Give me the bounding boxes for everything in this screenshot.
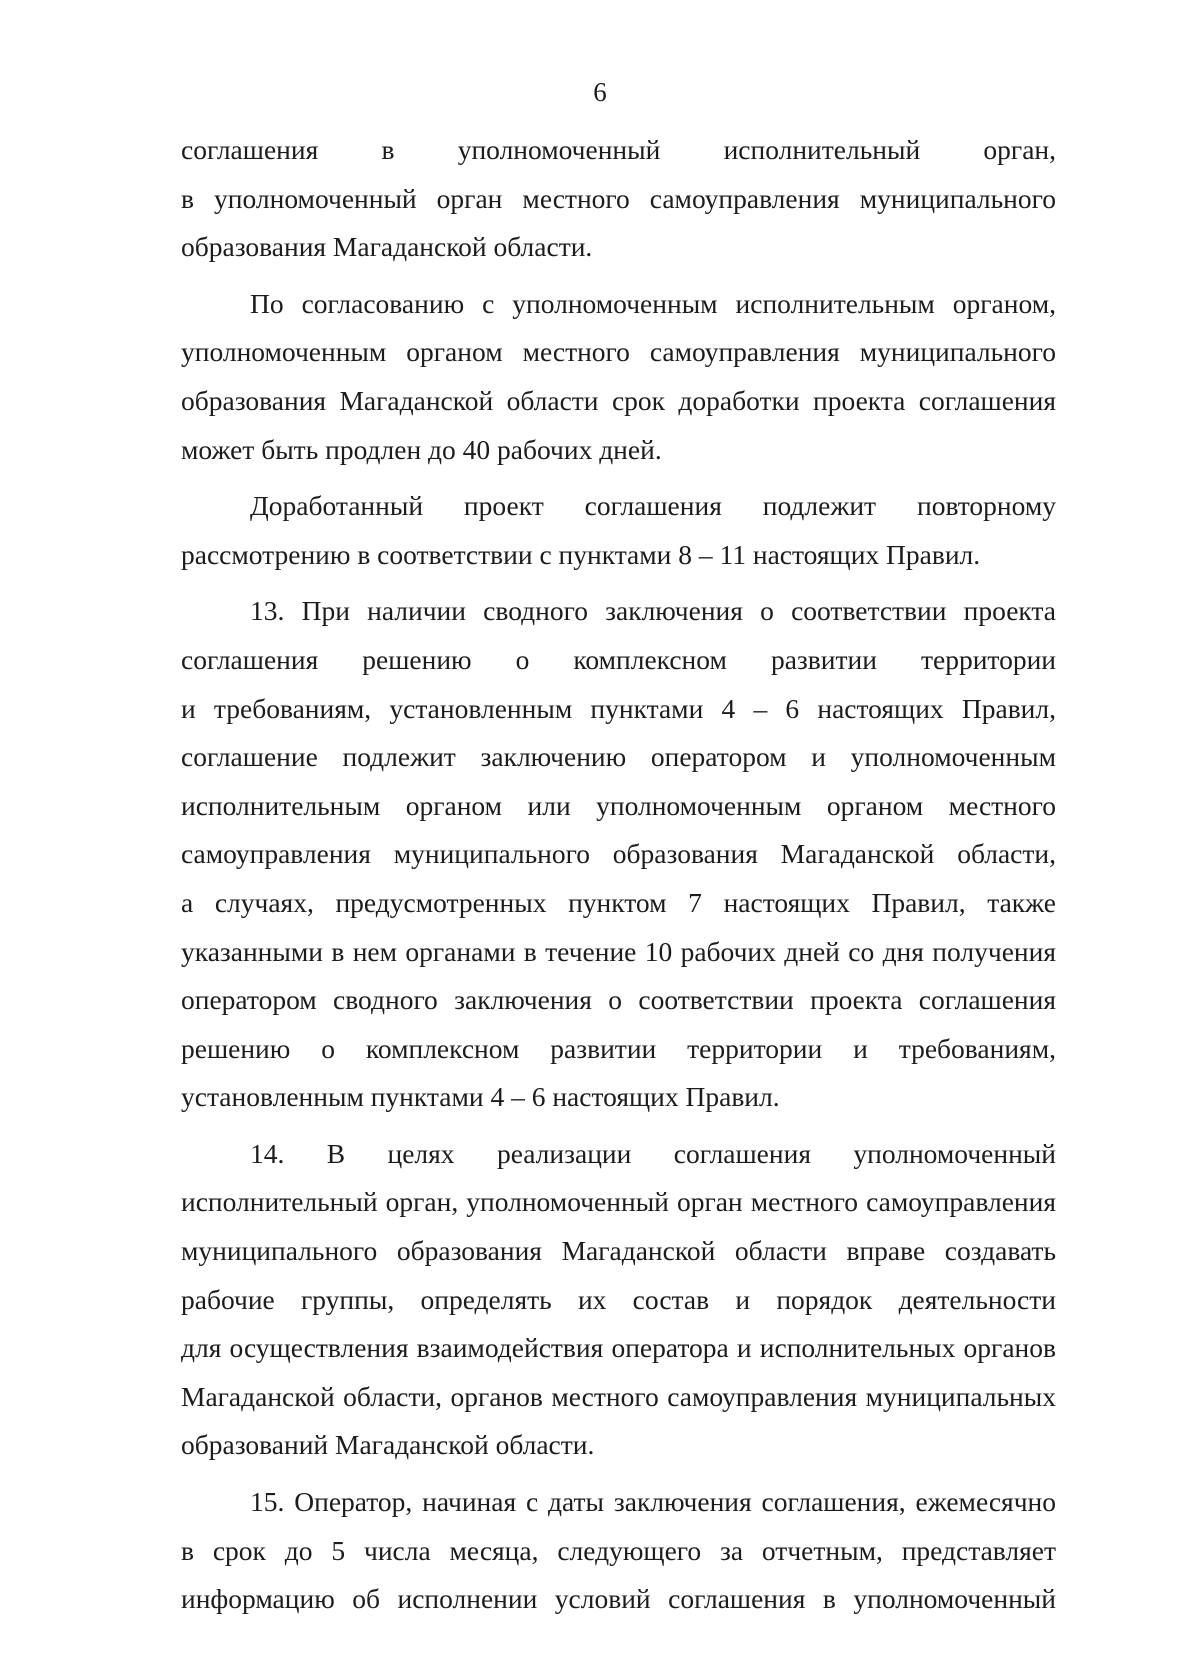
- text-line: для осуществления взаимодействия оператора и исполнительных органов: [181, 1332, 1056, 1364]
- text-line: Магаданской области, органов местного самоуправления муниципальных: [181, 1380, 1056, 1412]
- text-line: в уполномоченный орган местного самоуправления муниципального: [181, 182, 1056, 214]
- text-line: исполнительным органом или уполномоченным органом местного: [181, 789, 1056, 821]
- paragraph-13: [181, 587, 1056, 1122]
- document-body: [181, 126, 1056, 1624]
- text-line: информацию об исполнении условий соглашения в уполномоченный: [181, 1583, 1056, 1615]
- text-line: образования Магаданской области срок доработки проекта соглашения: [181, 384, 1056, 416]
- text-line: может быть продлен до 40 рабочих дней.: [181, 433, 662, 465]
- paragraph-extension: [181, 280, 1056, 474]
- text-line: соглашение подлежит заключению оператором и уполномоченным: [181, 741, 1056, 773]
- text-line: самоуправления муниципального образования Магаданской области,: [181, 838, 1056, 870]
- text-line: образований Магаданской области.: [181, 1429, 595, 1461]
- text-line: 15. Оператор, начиная с даты заключения соглашения, ежемесячно: [250, 1486, 1056, 1518]
- text-line: Доработанный проект соглашения подлежит повторному: [250, 490, 1056, 522]
- paragraph-continuation: [181, 126, 1056, 272]
- text-line: соглашения в уполномоченный исполнительный орган,: [181, 134, 1056, 165]
- text-line: уполномоченным органом местного самоуправления муниципального: [181, 336, 1056, 368]
- text-line: и требованиям, установленным пунктами 4 – 6 настоящих Правил,: [181, 692, 1056, 724]
- text-line: а случаях, предусмотренных пунктом 7 настоящих Правил, также: [181, 886, 1056, 918]
- text-line: соглашения решению о комплексном развитии территории: [181, 643, 1056, 675]
- paragraph-revised: [181, 482, 1056, 579]
- text-line: исполнительный орган, уполномоченный орган местного самоуправления: [181, 1186, 1056, 1218]
- text-line: оператором сводного заключения о соответствии проекта соглашения: [181, 984, 1056, 1016]
- text-line: образования Магаданской области.: [181, 231, 593, 263]
- text-line: По согласованию с уполномоченным исполнительным органом,: [250, 287, 1056, 319]
- text-line: рабочие группы, определять их состав и порядок деятельности: [181, 1283, 1056, 1315]
- text-line: установленным пунктами 4 – 6 настоящих Правил.: [181, 1081, 780, 1113]
- paragraph-14: [181, 1130, 1056, 1470]
- paragraph-15: [181, 1478, 1056, 1624]
- text-line: 13. При наличии сводного заключения о соответствии проекта: [250, 595, 1056, 627]
- page-number: 6: [593, 77, 607, 107]
- text-line: в срок до 5 числа месяца, следующего за отчетным, представляет: [181, 1534, 1056, 1566]
- text-line: 14. В целях реализации соглашения уполномоченный: [250, 1137, 1056, 1169]
- text-line: рассмотрению в соответствии с пунктами 8 – 11 настоящих Правил.: [181, 538, 981, 570]
- text-line: муниципального образования Магаданской области вправе создавать: [181, 1235, 1056, 1267]
- text-line: решению о комплексном развитии территории и требованиям,: [181, 1032, 1056, 1064]
- text-line: указанными в нем органами в течение 10 рабочих дней со дня получения: [181, 935, 1056, 967]
